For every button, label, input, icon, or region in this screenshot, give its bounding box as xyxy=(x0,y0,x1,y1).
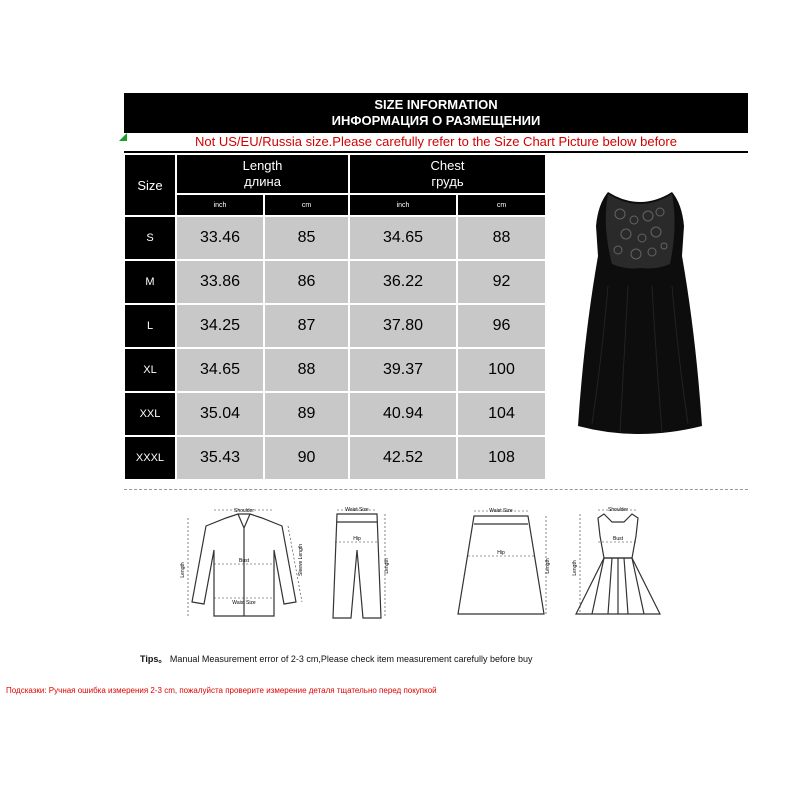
chest-inch-value: 40.94 xyxy=(349,392,457,436)
length-inch-value: 35.04 xyxy=(176,392,264,436)
chest-header-ru: грудь xyxy=(431,174,464,189)
tips-text: Manual Measurement error of 2-3 cm,Please check item measurement carefully before buy xyxy=(169,654,533,664)
black-dress-photo xyxy=(578,186,704,442)
size-label: XXL xyxy=(124,392,176,436)
chest-cm-value: 108 xyxy=(457,436,546,480)
table-row xyxy=(124,436,546,480)
chest-header-group xyxy=(349,154,546,216)
chest-inch-value: 39.37 xyxy=(349,348,457,392)
chest-inch-value: 37.80 xyxy=(349,304,457,348)
chest-inch-value: 36.22 xyxy=(349,260,457,304)
chest-inch-value: 34.65 xyxy=(349,216,457,260)
chest-inch-value: 42.52 xyxy=(349,436,457,480)
length-inch-value: 33.46 xyxy=(176,216,264,260)
chest-header xyxy=(349,154,546,194)
dress-measurement-diagram xyxy=(566,502,670,624)
chest-cm-value: 100 xyxy=(457,348,546,392)
table-header-row xyxy=(124,154,546,216)
length-label: Length xyxy=(545,558,551,574)
length-header-ru: длина xyxy=(244,174,281,189)
chest-cm-value: 96 xyxy=(457,304,546,348)
bust-label: Bust xyxy=(612,536,624,542)
length-header-en: Length xyxy=(242,158,283,173)
hip-label: Hip xyxy=(497,550,505,556)
skirt-measurement-diagram xyxy=(452,506,552,624)
waist-size-label: Waist Size xyxy=(345,507,369,513)
length-inch-value: 35.43 xyxy=(176,436,264,480)
length-inch-value: 34.65 xyxy=(176,348,264,392)
table-row xyxy=(124,304,546,348)
pants-measurement-diagram xyxy=(325,506,391,624)
tips-note xyxy=(140,652,533,665)
waist-size-label: Waist Size xyxy=(489,508,513,514)
chest-cm-value: 104 xyxy=(457,392,546,436)
size-chart-table xyxy=(124,154,546,480)
section-divider xyxy=(124,489,748,490)
table-row xyxy=(124,392,546,436)
shoulder-label: Shoulder xyxy=(607,507,629,513)
hip-label: Hip xyxy=(353,536,361,542)
length-cm-value: 89 xyxy=(264,392,349,436)
chest-cm-value: 92 xyxy=(457,260,546,304)
chest-unit-inch: inch xyxy=(349,194,457,216)
size-label: XL xyxy=(124,348,176,392)
length-cm-value: 87 xyxy=(264,304,349,348)
length-cm-value: 88 xyxy=(264,348,349,392)
bust-label: Bust xyxy=(238,558,250,564)
size-information-header xyxy=(124,93,748,133)
chest-cm-value: 88 xyxy=(457,216,546,260)
size-label: M xyxy=(124,260,176,304)
sleeve-length-label: Sleeve Length xyxy=(298,544,304,576)
size-label: L xyxy=(124,304,176,348)
length-label: Length xyxy=(180,562,186,578)
size-header: Size xyxy=(124,154,176,216)
length-header xyxy=(176,154,349,194)
size-notice: Not US/EU/Russia size.Please carefully refer to the Size Chart Picture below before xyxy=(124,133,748,153)
shirt-measurement-diagram xyxy=(178,506,310,624)
table-row xyxy=(124,348,546,392)
tips-label: Tips。 xyxy=(140,654,168,664)
length-header-group xyxy=(176,154,349,216)
waist-size-label: Waist Size xyxy=(232,600,256,606)
chest-unit-cm: cm xyxy=(457,194,546,216)
chest-header-en: Chest xyxy=(430,158,465,173)
length-cm-value: 86 xyxy=(264,260,349,304)
length-label: Length xyxy=(572,560,578,576)
length-cm-value: 90 xyxy=(264,436,349,480)
table-row xyxy=(124,216,546,260)
size-label: XXXL xyxy=(124,436,176,480)
length-inch-value: 33.86 xyxy=(176,260,264,304)
tips-note-ru: Подсказки: Ручная ошибка измерения 2-3 cm, пожалуйста проверите измерение деталя тщательно перед покупкой xyxy=(6,686,437,695)
header-title-ru: ИНФОРМАЦИЯ О РАЗМЕЩЕНИИ xyxy=(331,113,541,128)
length-cm-value: 85 xyxy=(264,216,349,260)
table-row xyxy=(124,260,546,304)
header-title-en: SIZE INFORMATION xyxy=(374,97,498,112)
shoulder-label: Shoulder xyxy=(233,508,255,514)
length-unit-inch: inch xyxy=(176,194,264,216)
size-label: S xyxy=(124,216,176,260)
length-label: Length xyxy=(384,558,390,574)
length-unit-cm: cm xyxy=(264,194,349,216)
length-inch-value: 34.25 xyxy=(176,304,264,348)
